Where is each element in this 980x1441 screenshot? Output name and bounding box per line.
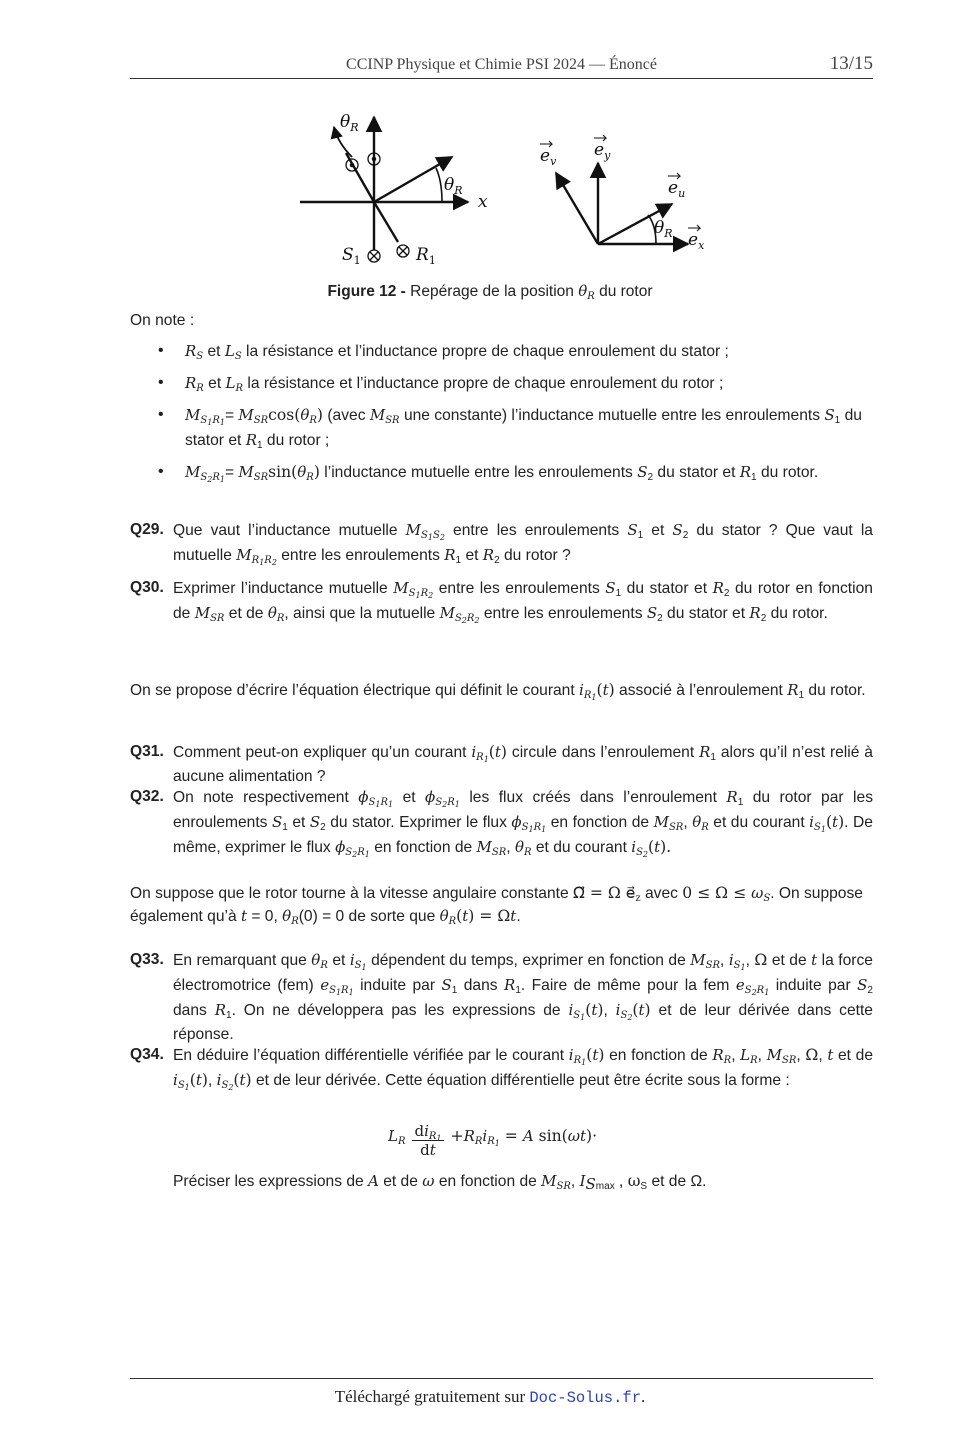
question-number: Q30.	[130, 579, 164, 596]
differential-equation: $L_R$ $di_{R_1}$ dt $+R_Ri_{R_1} = A$ sin(ωt)·	[388, 1122, 598, 1159]
question-30: Q30. Exprimer l’inductance mutuelle $M_{S_1R_2}$ entre les enroulements $S_1$ du stator et $R_2$ du rotor en fonction de $M_{SR}$ et de $\theta_R$, ainsi que la mutuelle $M_{S_2R_2}$ entre les enroulements $S_2$ du stator et $R_2$ du rotor.	[130, 576, 873, 626]
ev-vector	[556, 173, 598, 244]
left-diagram	[300, 117, 468, 250]
rotor-position-figure	[290, 105, 720, 270]
label-ex: $e_x$	[688, 230, 705, 252]
doc-solus-link[interactable]: Doc-Solus.fr	[529, 1389, 641, 1407]
question-29: Q29. Que vaut l’inductance mutuelle $M_{S_1S_2}$ entre les enroulements $S_1$ et $S_2$ du stator ? Que vaut la mutuelle $M_{R_1R_2}$ entre les enroulements $R_1$ et $R_2$ du rotor ?	[130, 518, 873, 568]
paragraph-current: On se propose d’écrire l’équation électrique qui définit le courant $i_{R_1}(t)$ associé à l’enroulement $R_1$ du rotor.	[130, 681, 866, 702]
intro-text: On note :	[130, 312, 195, 329]
page-number: 13/15	[829, 53, 873, 74]
angle-arc-right	[436, 168, 442, 202]
label-ey: $e_y$	[594, 140, 611, 162]
question-34: Q34. En déduire l’équation différentielle vérifiée par le courant $i_{R_1}(t)$ en fonction de $R_R$, $L_R$, $M_{SR}$, Ω, t et de $i_{S_1}(t)$, $i_{S_2}(t)$ et de leur dérivée. Cette équation différentielle peut être écrite sous la forme :	[130, 1043, 873, 1093]
tilted-axis	[346, 153, 374, 202]
label-theta-right-diag: $\theta_R$	[654, 218, 673, 240]
page-footer: Téléchargé gratuitement sur Doc-Solus.fr.	[334, 1387, 646, 1407]
question-number: Q33.	[130, 951, 164, 968]
footer-text: Téléchargé gratuitement sur	[334, 1387, 526, 1406]
notation-list	[130, 339, 873, 492]
figure-caption-text: Repérage de la position	[410, 283, 574, 300]
footer-divider	[130, 1378, 873, 1379]
label-eu: $e_u$	[668, 178, 686, 200]
question-33: Q33. En remarquant que $\theta_R$ et $i_{S_1}$ dépendent du temps, exprimer en fonction de $M_{SR}$, $i_{S_1}$, Ω et de t la force électromotrice (fem) $e_{S_1R_1}$ induite par $S_1$ dans $R_1$. Faire de même pour la fem $e_{S_2R_1}$ induite par $S_2$ dans $R_1$. On ne développera pas les expressions de $i_{S_1}(t)$, $i_{S_2}(t)$ et de leur dérivée dans cette réponse.	[130, 948, 873, 1047]
list-item: • $M_{S_1R_1}= M_{SR}\cos(\theta_R)$ (avec $M_{SR}$ une constante) l’inductance mutuelle entre les enroulements $S_1$ du stator et $R_1$ du rotor ;	[130, 403, 873, 453]
label-theta-right: $\theta_R$	[444, 175, 463, 197]
question-31: Q31. Comment peut-on expliquer qu’un courant $i_{R_1}(t)$ circule dans l’enroulement $R_1$ alors qu’il n’est relié à aucune alimentation ?	[130, 740, 873, 789]
header-title: CCINP Physique et Chimie PSI 2024 — Énoncé	[346, 56, 657, 73]
label-x: x	[478, 192, 488, 212]
question-number: Q31.	[130, 743, 164, 760]
question-number: Q32.	[130, 788, 164, 805]
label-r1: $R_1$	[416, 245, 436, 267]
figure-caption: Figure 12 - Repérage de la position $\theta_R$ du rotor	[327, 282, 653, 302]
rotor-axis-back	[374, 202, 398, 242]
label-ev: $e_v$	[540, 146, 557, 168]
page-header	[130, 50, 873, 79]
list-item: • $M_{S_2R_1}= M_{SR}\sin(\theta_R)$ l’inductance mutuelle entre les enroulements $S_2$ du stator et $R_1$ du rotor.	[130, 460, 873, 485]
label-theta-top: $\theta_R$	[340, 112, 359, 134]
list-item: • $R_R$ et $L_R$ la résistance et l’inductance propre de chaque enroulement du rotor ;	[130, 371, 873, 396]
paragraph-rotation: On suppose que le rotor tourne à la vitesse angulaire constante Ω⃗ = Ω $e⃗_z$ avec $0 \le \Omega \le \omega_S$. On suppose également qu’à t = 0, $\theta_R(0) = 0$ de sorte que $\theta_R(t) = \Omega t$.	[130, 884, 863, 927]
question-number: Q34.	[130, 1046, 164, 1063]
figure-caption-end: du rotor	[599, 283, 653, 300]
figure-caption-label: Figure 12 -	[327, 283, 406, 300]
label-s1: $S_1$	[342, 245, 361, 267]
list-item: • $R_S$ et $L_S$ la résistance et l’inductance propre de chaque enroulement du stator ;	[130, 339, 873, 364]
question-number: Q29.	[130, 521, 164, 538]
question-34-continued: Préciser les expressions de A et de ω en fonction de $M_{SR}$, $I_{Smax}$ , $\omega_S$ et de Ω.	[173, 1172, 707, 1193]
question-32: Q32. On note respectivement $\phi_{S_1R_1}$ et $\phi_{S_2R_1}$ les flux créés dans l’enroulement $R_1$ du rotor par les enroulements $S_1$ et $S_2$ du stator. Exprimer le flux $\phi_{S_1R_1}$ en fonction de $M_{SR}$, $\theta_R$ et du courant $i_{S_1}(t)$. De même, exprimer le flux $\phi_{S_2R_1}$ en fonction de $M_{SR}$, $\theta_R$ et du courant $i_{S_2}(t)$.	[130, 785, 873, 860]
